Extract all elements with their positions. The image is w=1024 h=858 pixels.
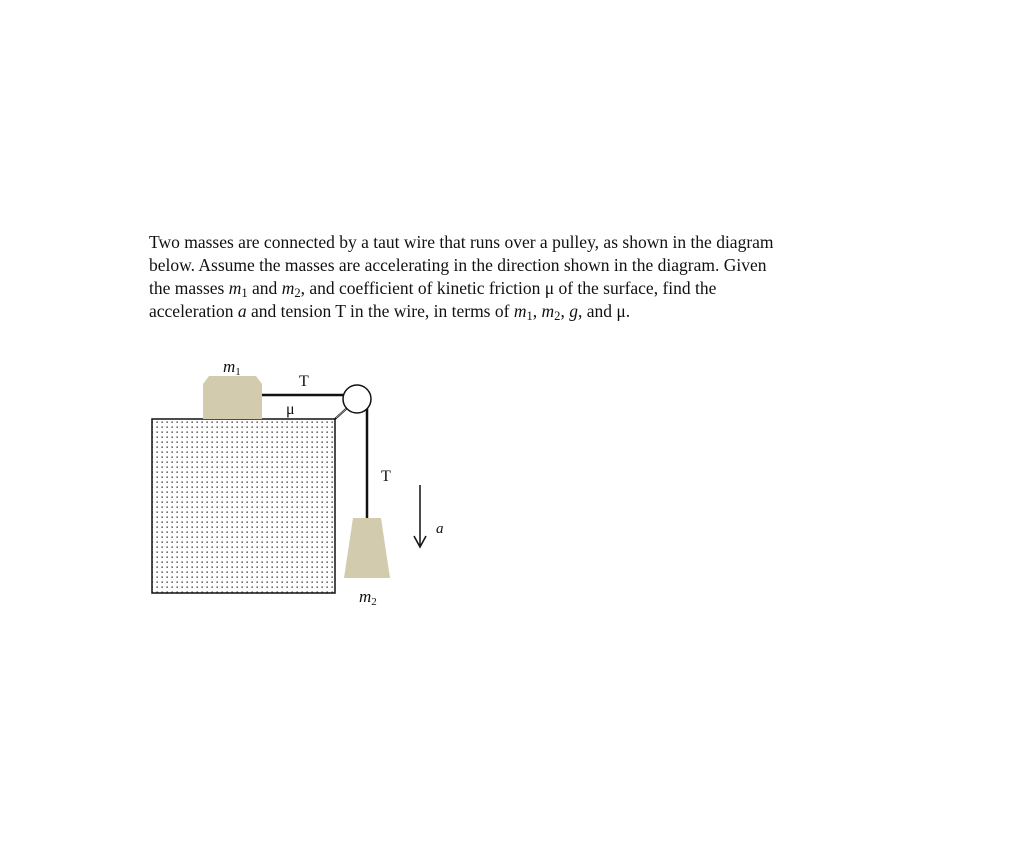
label-m2: m2 [359, 587, 377, 608]
table-block [152, 419, 335, 593]
acceleration-arrow [414, 485, 426, 547]
mass-m2 [344, 518, 390, 578]
problem-line-1: Two masses are connected by a taut wire that runs over a pulley, as shown in the diagram [149, 232, 774, 252]
problem-line-4: acceleration a and tension T in the wire, in terms of $m_1$, $m_2$, g, and μ. [149, 301, 631, 324]
label-tension-vertical: T [381, 468, 391, 485]
problem-line-2: below. Assume the masses are accelerating in the direction shown in the diagram. Given [149, 255, 767, 275]
label-tension-horizontal: T [299, 373, 309, 390]
label-acceleration: a [436, 521, 444, 537]
label-friction-mu: μ [286, 401, 295, 418]
label-m1: m1 [223, 357, 241, 378]
mass-m1 [203, 376, 262, 419]
problem-line-3: the masses $m_1$ and $m_2$, and coefficient of kinetic friction μ of the surface, find the [149, 278, 717, 301]
pulley-wheel [343, 385, 371, 413]
